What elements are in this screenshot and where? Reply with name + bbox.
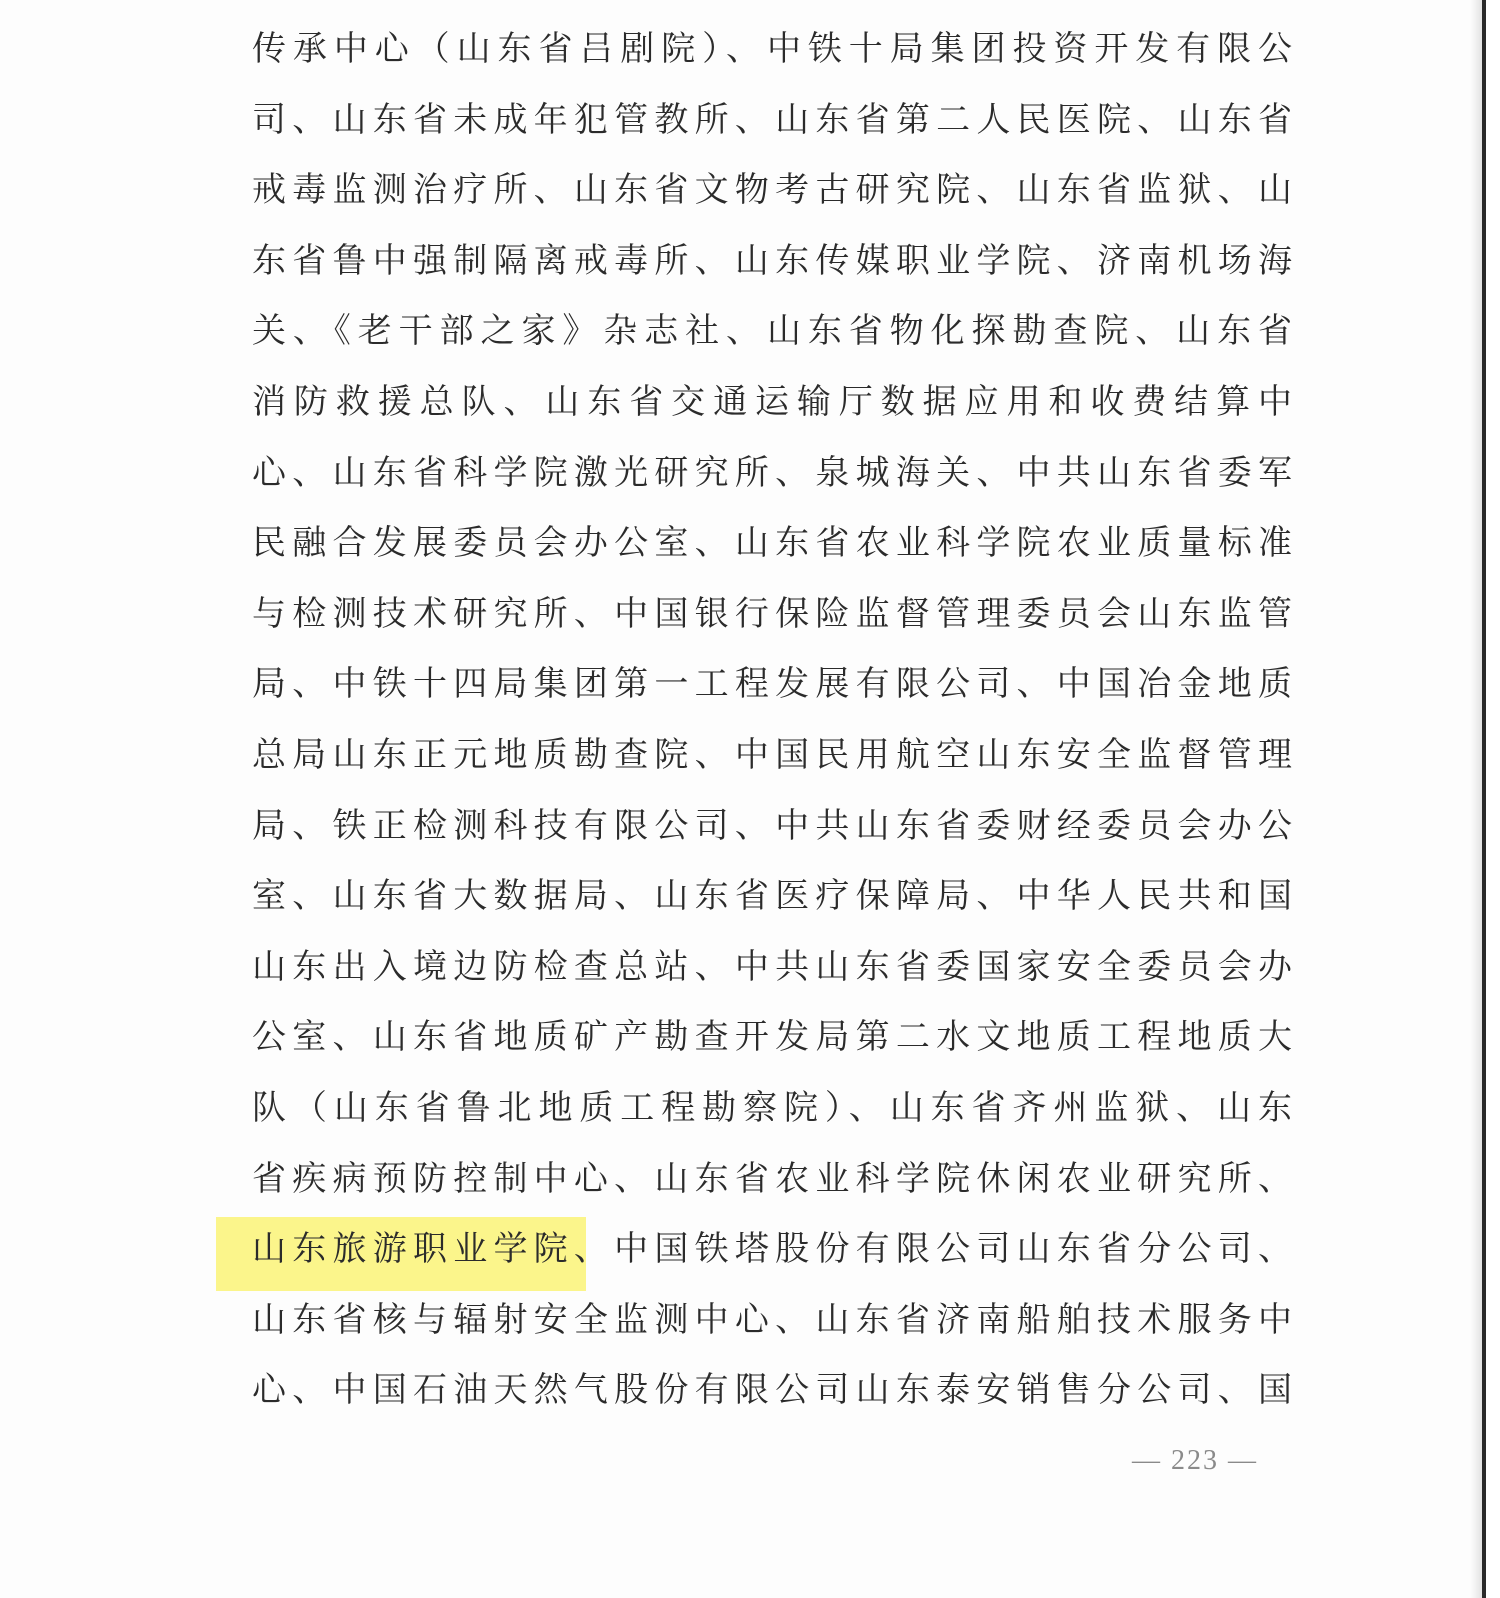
text-line-content: 司、山东省未成年犯管教所、山东省第二人民医院、山东省 [252, 99, 1292, 140]
text-line [252, 867, 1292, 938]
text-line-content: 传承中心（山东省吕剧院）、中铁十局集团投资开发有限公 [252, 29, 1292, 69]
text-line-content: 民融合发展委员会办公室、山东省农业科学院农业质量标准 [252, 523, 1292, 564]
text-line-content: 山东出入境边防检查总站、中共山东省委国家安全委员会办 [252, 946, 1292, 987]
text-line [252, 514, 1292, 585]
text-line-content: 队（山东省鲁北地质工程勘察院）、山东省齐州监狱、山东 [252, 1087, 1292, 1128]
page-edge-shadow [1470, 0, 1482, 1598]
text-line-content: 东省鲁中强制隔离戒毒所、山东传媒职业学院、济南机场海 [252, 240, 1292, 281]
text-line [252, 938, 1292, 1009]
text-line [252, 797, 1292, 868]
text-line-content: 局、中铁十四局集团第一工程发展有限公司、中国冶金地质 [252, 664, 1292, 705]
text-line-content: 关、《老干部之家》杂志社、山东省物化探勘查院、山东省 [252, 311, 1292, 352]
text-line [252, 232, 1292, 303]
text-line-content: 室、山东省大数据局、山东省医疗保障局、中华人民共和国 [252, 876, 1292, 917]
text-line-content: 心、山东省科学院激光研究所、泉城海关、中共山东省委军 [252, 452, 1292, 493]
text-line-content: 公室、山东省地质矿产勘查开发局第二水文地质工程地质大 [252, 1017, 1292, 1058]
text-line [252, 585, 1292, 656]
text-line-content: 总局山东正元地质勘查院、中国民用航空山东安全监督管理 [252, 734, 1292, 775]
text-line-content: 与检测技术研究所、中国银行保险监督管理委员会山东监管 [252, 593, 1292, 634]
text-line [252, 1150, 1292, 1221]
document-body [252, 20, 1292, 1432]
text-line [252, 1291, 1292, 1362]
text-line-content: 消防救援总队、山东省交通运输厅数据应用和收费结算中 [252, 381, 1292, 422]
text-line [252, 373, 1292, 444]
text-line [252, 444, 1292, 515]
text-line-content: 戒毒监测治疗所、山东省文物考古研究院、山东省监狱、山 [252, 170, 1292, 211]
text-line [252, 302, 1292, 373]
text-line [252, 726, 1292, 797]
text-line [252, 1008, 1292, 1079]
text-line [252, 20, 1292, 91]
page-edge [1482, 0, 1486, 1598]
text-line-content: 山东旅游职业学院、中国铁塔股份有限公司山东省分公司、 [252, 1229, 1292, 1270]
text-line [252, 655, 1292, 726]
text-line-highlighted [252, 1220, 1292, 1291]
text-line [252, 91, 1292, 162]
page-number: — 223 — [1132, 1445, 1258, 1476]
text-line [252, 161, 1292, 232]
text-line [252, 1079, 1292, 1150]
text-line-content: 心、中国石油天然气股份有限公司山东泰安销售分公司、国 [252, 1370, 1292, 1411]
text-line-content: 省疾病预防控制中心、山东省农业科学院休闲农业研究所、 [252, 1158, 1292, 1199]
text-line-content: 山东省核与辐射安全监测中心、山东省济南船舶技术服务中 [252, 1299, 1292, 1340]
text-line-content: 局、铁正检测科技有限公司、中共山东省委财经委员会办公 [252, 805, 1292, 846]
text-line [252, 1361, 1292, 1432]
